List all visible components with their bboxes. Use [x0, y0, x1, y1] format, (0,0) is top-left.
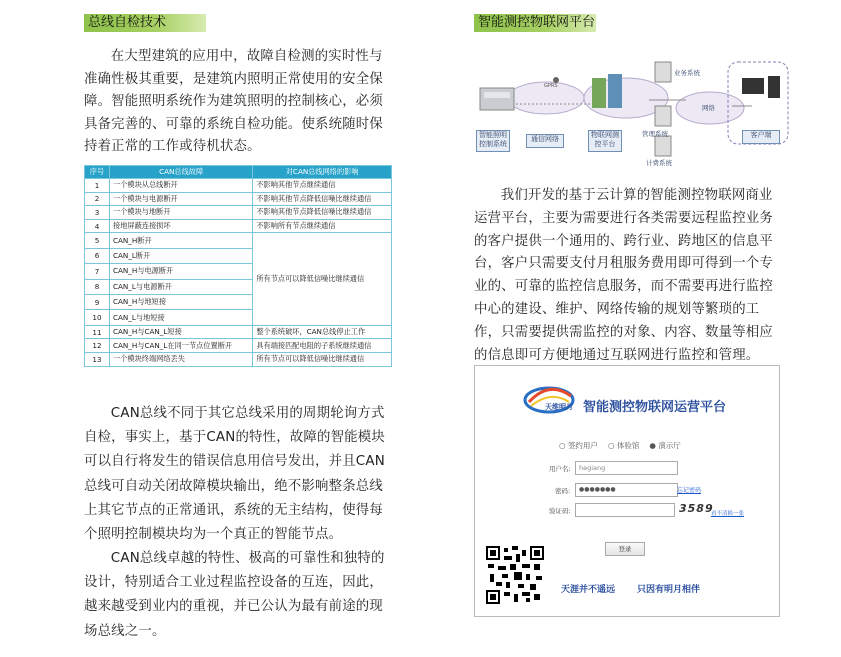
box-iot-platform: 物联网测控平台: [588, 130, 622, 152]
username-label: 用户名:: [549, 465, 571, 473]
cell-fault: CAN_L与电源断开: [110, 279, 253, 294]
cell-index: 1: [85, 179, 110, 193]
radio-trial[interactable]: [608, 440, 639, 451]
cell-fault: 一个模块与电源断开: [110, 192, 253, 206]
forgot-password-link[interactable]: 忘记密码: [677, 487, 702, 494]
radio-signed-user[interactable]: [559, 440, 598, 451]
brand-logo-icon: [519, 380, 579, 420]
cell-effect: 不影响所有节点继续通信: [253, 219, 392, 233]
box-comm-network: 通信网络: [526, 134, 564, 148]
table-row: [85, 192, 392, 206]
table-row: [85, 179, 392, 193]
cell-fault: 一个模块从总线断开: [110, 179, 253, 193]
brand-title: 智能测控物联网运营平台: [583, 400, 727, 415]
label-business-system: 业务系统: [674, 69, 700, 77]
label-billing-system: 计费系统: [646, 159, 672, 167]
left-intro-paragraph: [84, 46, 394, 159]
qr-code-icon: [486, 546, 544, 604]
cell-fault: CAN_L断开: [110, 248, 253, 263]
box-client: 客户端: [742, 130, 780, 144]
table-row: [85, 219, 392, 233]
cell-fault: CAN_H与CAN_L短接: [110, 325, 253, 339]
col-header-fault: CAN总线故障: [110, 166, 253, 179]
table-row: [85, 352, 392, 366]
can-fault-table: [84, 165, 392, 367]
cell-effect: 所有节点可以降低信噪比继续通信: [253, 352, 392, 366]
col-header-effect: 对CAN总线网络的影响: [253, 166, 392, 179]
radio-circle-icon: ○: [559, 441, 566, 450]
table-row: [85, 233, 392, 248]
table-body: [85, 179, 392, 367]
cell-index: 7: [85, 264, 110, 279]
iot-network-diagram: [474, 56, 790, 168]
login-button[interactable]: 登录: [605, 542, 645, 556]
cell-index: 13: [85, 352, 110, 366]
label-network: 网络: [702, 104, 715, 112]
cell-index: 3: [85, 206, 110, 220]
cell-effect: 不影响其他节点降低信噪比继续通信: [253, 192, 392, 206]
cell-index: 11: [85, 325, 110, 339]
cell-effect: 整个系统破坏，CAN总线停止工作: [253, 325, 392, 339]
box-lighting-control: 智能照明控制系统: [476, 130, 510, 152]
cell-fault: 一个模块与地断开: [110, 206, 253, 220]
cell-effect: 具有端接匹配电阻的子系统继续通信: [253, 339, 392, 353]
label-gprs: GPRS: [544, 83, 558, 89]
cell-index: 2: [85, 192, 110, 206]
left-body-paragraph-2: [84, 547, 394, 644]
label-manage-system: 管理系统: [642, 130, 668, 138]
captcha-label: 验证码:: [549, 507, 571, 515]
radio-demo[interactable]: [649, 440, 680, 451]
cell-fault: CAN_H断开: [110, 233, 253, 248]
radio-label: 体验馆: [616, 441, 640, 450]
cell-index: 8: [85, 279, 110, 294]
cell-effect: 不影响其他节点继续通信: [253, 179, 392, 193]
brand-small-text: 天维明月: [545, 403, 573, 411]
slogan-right: 只因有明月相伴: [637, 585, 701, 595]
username-input[interactable]: hegiang: [575, 461, 678, 475]
table-header-row: [85, 166, 392, 179]
slogan-left: 天涯并不遥远: [561, 585, 616, 595]
cell-index: 6: [85, 248, 110, 263]
captcha-input[interactable]: [575, 503, 675, 517]
right-body-text: 我们开发的基于云计算的智能测控物联网商业运营平台，主要为需要进行各类需要远程监控业务的客户提供一个通用的、跨行业、跨地区的信息平台，客户只需要支付月租服务费用即可得到一个专业的、可靠的监控信息服务，而不需要再进行监控中心的建设、维护、网络传输的规划等繁琐的工作，只需要提供需监控的对象、内容、数量等相应的信息即可方便地通过互联网进行监控和管理。: [474, 188, 773, 363]
cell-index: 5: [85, 233, 110, 248]
captcha-image: 3589: [679, 502, 714, 515]
account-type-radios: [559, 440, 681, 451]
intro-text: 在大型建筑的应用中，故障自检测的实时性与准确性极其重要，是建筑内照明正常使用的安全保障。智能照明系统作为建筑照明的控制核心，必须具备完善的、可靠的系统自检功能。使系统随时保持着正常的工作或待机状态。: [84, 49, 383, 154]
left-section-heading: 总线自检技术: [84, 14, 206, 32]
cell-effect-merged: 所有节点可以降低信噪比继续通信: [253, 233, 392, 325]
cell-index: 12: [85, 339, 110, 353]
cell-fault: 一个模块终端网络丢失: [110, 352, 253, 366]
right-body-paragraph: [474, 185, 786, 367]
cell-index: 10: [85, 310, 110, 325]
cell-fault: CAN_H与地短接: [110, 294, 253, 309]
radio-label: 签约用户: [567, 441, 598, 450]
cell-fault: 接地屏蔽连接损坏: [110, 219, 253, 233]
left-body-paragraph-1: [84, 402, 394, 547]
cell-index: 9: [85, 294, 110, 309]
table-row: [85, 325, 392, 339]
password-input[interactable]: ●●●●●●●: [575, 483, 678, 497]
password-label: 密码:: [555, 487, 571, 495]
col-header-index: 序号: [85, 166, 110, 179]
cell-fault: CAN_H与电源断开: [110, 264, 253, 279]
body2-text: CAN总线卓越的特性、极高的可靠性和独特的设计，特别适合工业过程监控设备的互连，因此，越来越受到业内的重视，并已公认为最有前途的现场总线之一。: [84, 551, 385, 639]
table-row: [85, 206, 392, 220]
cell-fault: CAN_L与地短接: [110, 310, 253, 325]
radio-circle-icon: ○: [607, 441, 615, 450]
cell-fault: CAN_H与CAN_L在同一节点位置断开: [110, 339, 253, 353]
right-section-heading: 智能测控物联网平台: [474, 14, 596, 32]
cell-effect: 不影响其他节点降低信噪比继续通信: [253, 206, 392, 220]
captcha-refresh-link[interactable]: 看不清换一张: [711, 511, 745, 517]
table-row: [85, 339, 392, 353]
body1-text: CAN总线不同于其它总线采用的周期轮询方式自检，事实上，基于CAN的特性，故障的智能模块可以自行将发生的错误信息用信号发出，并且CAN总线可自动关闭故障模块输出，绝不影响整条总线上其它节点的正常通讯，系统的无主结构，使得每个照明控制模块均为一个真正的智能节点。: [84, 406, 385, 543]
cell-index: 4: [85, 219, 110, 233]
diagram-canvas: [474, 56, 790, 168]
radio-checked-icon: ●: [649, 441, 656, 450]
radio-label: 演示厅: [658, 441, 681, 450]
